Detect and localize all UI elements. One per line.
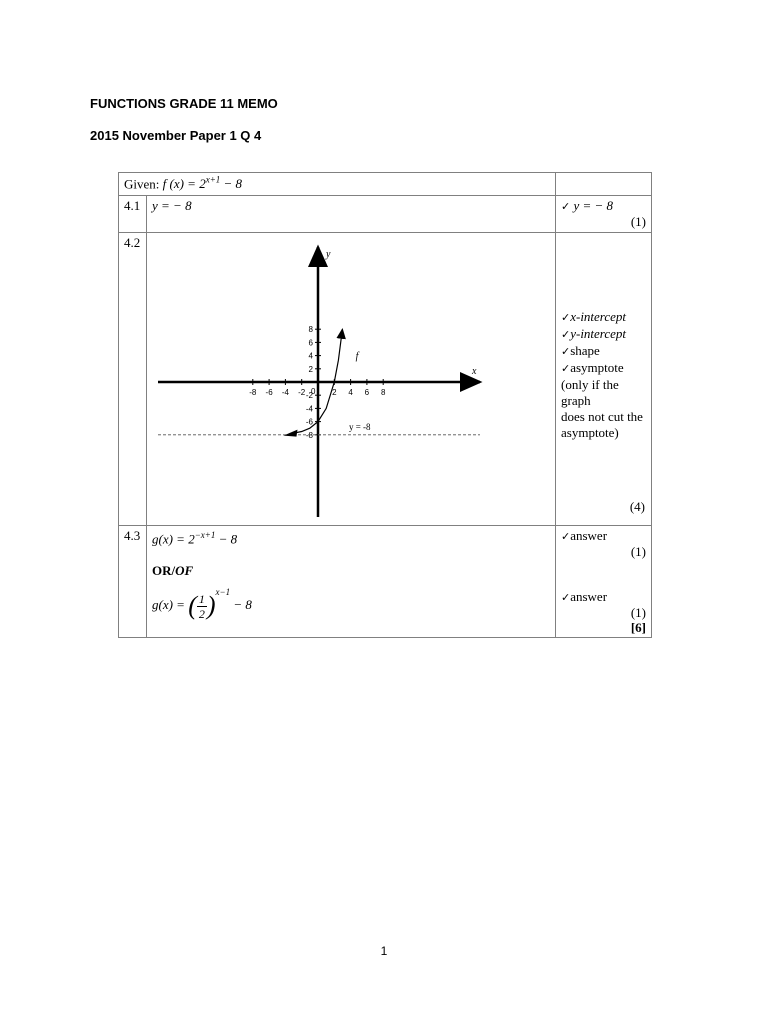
x-tick-label: 0 bbox=[311, 387, 316, 396]
mark-value: (1) bbox=[630, 544, 646, 559]
curve-f-label: f bbox=[355, 350, 359, 362]
y-tick-label: -2 bbox=[305, 391, 313, 401]
criterion-note: asymptote) bbox=[561, 425, 619, 440]
criterion bbox=[561, 343, 646, 360]
x-tick-label: -6 bbox=[265, 388, 273, 397]
check-icon bbox=[561, 589, 570, 604]
or-label: OR/OF bbox=[152, 563, 194, 579]
y-axis-label: y bbox=[326, 249, 331, 260]
criteria-list bbox=[561, 309, 646, 441]
memo-title: FUNCTIONS GRADE 11 MEMO bbox=[90, 96, 278, 111]
answer-4-3-first: $g(x) = 2^{-x+1} - 8$ bbox=[152, 530, 238, 547]
question-number: 4.2 bbox=[119, 233, 147, 526]
x-tick-label: 8 bbox=[380, 388, 386, 397]
criterion bbox=[561, 360, 646, 377]
given-function: f $(x) = 2^{x+1} - 8$ bbox=[162, 175, 243, 192]
question-number: 4.1 bbox=[119, 196, 147, 233]
mark-label: answer bbox=[570, 528, 608, 543]
function-graph bbox=[150, 235, 490, 521]
check-icon bbox=[561, 528, 570, 543]
criterion bbox=[561, 326, 646, 343]
y-tick-label: 2 bbox=[308, 364, 313, 374]
criterion bbox=[561, 309, 646, 326]
answer-4-3-second: g(x) = ( $\frac{1}{2}$ )$^{x-1}$ − 8 bbox=[152, 587, 252, 621]
x-tick-label: 6 bbox=[364, 388, 370, 397]
x-tick-label: 4 bbox=[348, 388, 353, 397]
page-number: 1 bbox=[380, 944, 388, 958]
y-tick-label: 4 bbox=[308, 351, 313, 361]
given-row bbox=[119, 173, 652, 196]
answer-4-1: y = − 8 bbox=[147, 196, 556, 233]
check-icon bbox=[561, 343, 570, 358]
criterion-note: (only if the graph bbox=[561, 377, 619, 408]
mark-value: (1) bbox=[630, 605, 646, 620]
question-row-4-3 bbox=[119, 526, 652, 638]
asymptote-label: y = -8 bbox=[348, 421, 371, 432]
y-tick-label: -6 bbox=[305, 417, 313, 427]
curve-f-left-arrow bbox=[283, 430, 297, 437]
answer-4-3 bbox=[147, 526, 556, 638]
mark-label: answer bbox=[570, 589, 608, 604]
criterion-note: does not cut the bbox=[561, 409, 643, 424]
mark-value: (4) bbox=[629, 499, 645, 514]
question-row-4-1 bbox=[119, 196, 652, 233]
check-icon bbox=[561, 360, 570, 375]
x-tick-label: -8 bbox=[249, 388, 257, 397]
fraction: $\frac{1}{2}$ bbox=[198, 591, 205, 621]
x-tick-label: 2 bbox=[332, 388, 337, 397]
check-icon bbox=[561, 326, 570, 341]
question-number: 4.3 bbox=[119, 526, 147, 638]
given-marks-cell bbox=[556, 173, 652, 196]
criterion-label: y-intercept bbox=[570, 326, 627, 341]
given-cell bbox=[119, 173, 556, 196]
check-icon bbox=[561, 309, 570, 324]
y-tick-label: -4 bbox=[305, 404, 313, 414]
given-label: Given: bbox=[124, 176, 160, 192]
criterion-label: x-intercept bbox=[570, 309, 627, 324]
question-row-4-2 bbox=[119, 233, 652, 526]
mark-value: (1) bbox=[630, 214, 646, 229]
y-tick-label: -8 bbox=[305, 430, 313, 440]
x-tick-label: -2 bbox=[298, 388, 306, 397]
marks-4-3 bbox=[556, 526, 652, 638]
y-tick-label: 8 bbox=[308, 325, 313, 335]
check-icon bbox=[561, 198, 570, 213]
graph-cell bbox=[147, 233, 556, 526]
x-tick-label: -4 bbox=[281, 388, 289, 397]
memo-subtitle: 2015 November Paper 1 Q 4 bbox=[90, 128, 262, 143]
y-tick-label: 6 bbox=[308, 338, 313, 348]
memo-table bbox=[118, 172, 652, 638]
criterion-label: shape bbox=[570, 343, 600, 358]
marks-4-1 bbox=[556, 196, 652, 233]
mark-answer-4-1: y = − 8 bbox=[573, 198, 614, 213]
x-axis-label: x bbox=[472, 366, 477, 377]
marks-4-2 bbox=[556, 233, 652, 526]
question-total: [6] bbox=[630, 620, 646, 635]
criterion-label: asymptote bbox=[570, 360, 624, 375]
